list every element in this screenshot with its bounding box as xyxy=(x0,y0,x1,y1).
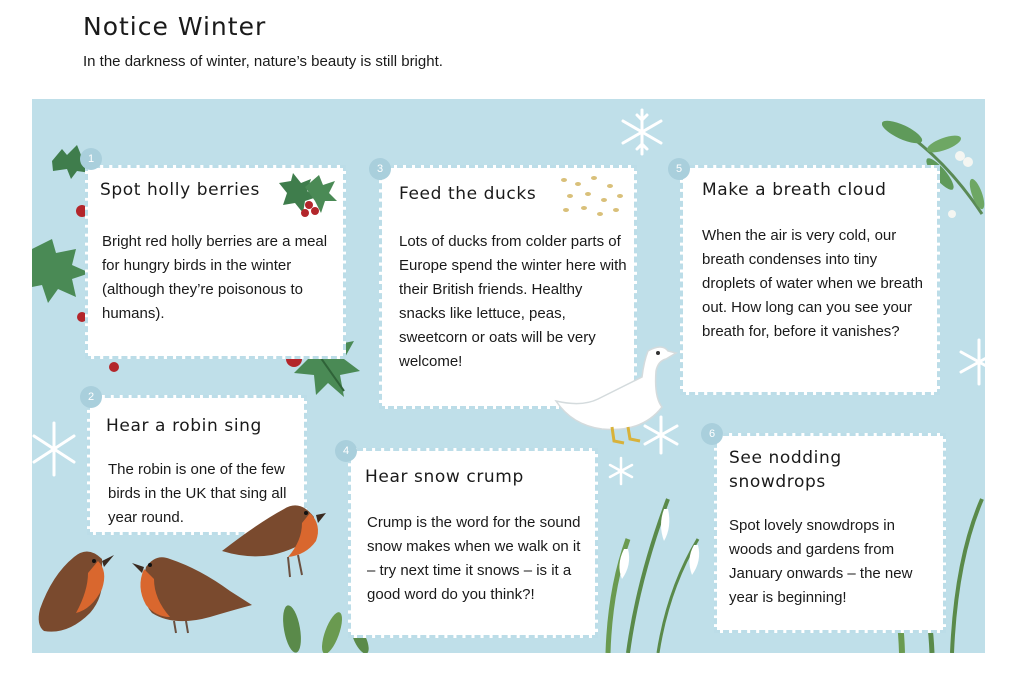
step-number-badge: 2 xyxy=(80,386,102,408)
step-number-badge: 3 xyxy=(369,158,391,180)
activity-card-1 xyxy=(85,165,346,359)
card-body: Spot lovely snowdrops in woods and gardens from January onwards – the new year is beginning! xyxy=(729,517,913,606)
card-body: Crump is the word for the sound snow makes when we walk on it – try next time it snows – is it a good word do you think?! xyxy=(367,514,581,603)
card-title: See nodding snowdrops xyxy=(729,448,842,492)
snowflake-icon xyxy=(32,419,76,479)
card-body: The robin is one of the few birds in the UK that sing all year round. xyxy=(108,461,287,526)
card-title: Hear snow crump xyxy=(365,467,524,487)
holly-icon xyxy=(275,171,339,227)
activity-panel xyxy=(32,99,985,653)
card-body: Lots of ducks from colder parts of Europe spend the winter here with their British friends. Healthy snacks like lettuce, peas, sweetcorn or oats will be very welcome! xyxy=(399,233,627,370)
card-title: Make a breath cloud xyxy=(702,180,887,200)
activity-card-4 xyxy=(348,448,598,638)
duck-icon xyxy=(552,337,682,447)
step-number-badge: 4 xyxy=(335,440,357,462)
card-title: Spot holly berries xyxy=(100,180,260,200)
seeds-icon xyxy=(556,174,628,220)
page-subtitle: In the darkness of winter, nature’s beauty is still bright. xyxy=(83,53,443,70)
activity-card-5 xyxy=(680,165,940,395)
robin-icon xyxy=(32,539,116,639)
page-title: Notice Winter xyxy=(83,12,267,41)
card-body: Bright red holly berries are a meal for hungry birds in the winter (although they’re poisonous to humans). xyxy=(102,233,328,322)
snowflake-icon xyxy=(954,337,985,387)
snowdrop-icon xyxy=(598,479,708,653)
robin-icon xyxy=(218,497,328,587)
step-number-badge: 5 xyxy=(668,158,690,180)
step-number-badge: 1 xyxy=(80,148,102,170)
card-body: When the air is very cold, our breath condenses into tiny droplets of water when we breath out. How long can you see your breath for, before it vanishes? xyxy=(702,227,923,340)
step-number-badge: 6 xyxy=(701,423,723,445)
card-title: Hear a robin sing xyxy=(106,416,262,436)
card-title: Feed the ducks xyxy=(399,184,537,204)
snowflake-icon xyxy=(617,107,667,157)
activity-card-6 xyxy=(714,433,946,633)
